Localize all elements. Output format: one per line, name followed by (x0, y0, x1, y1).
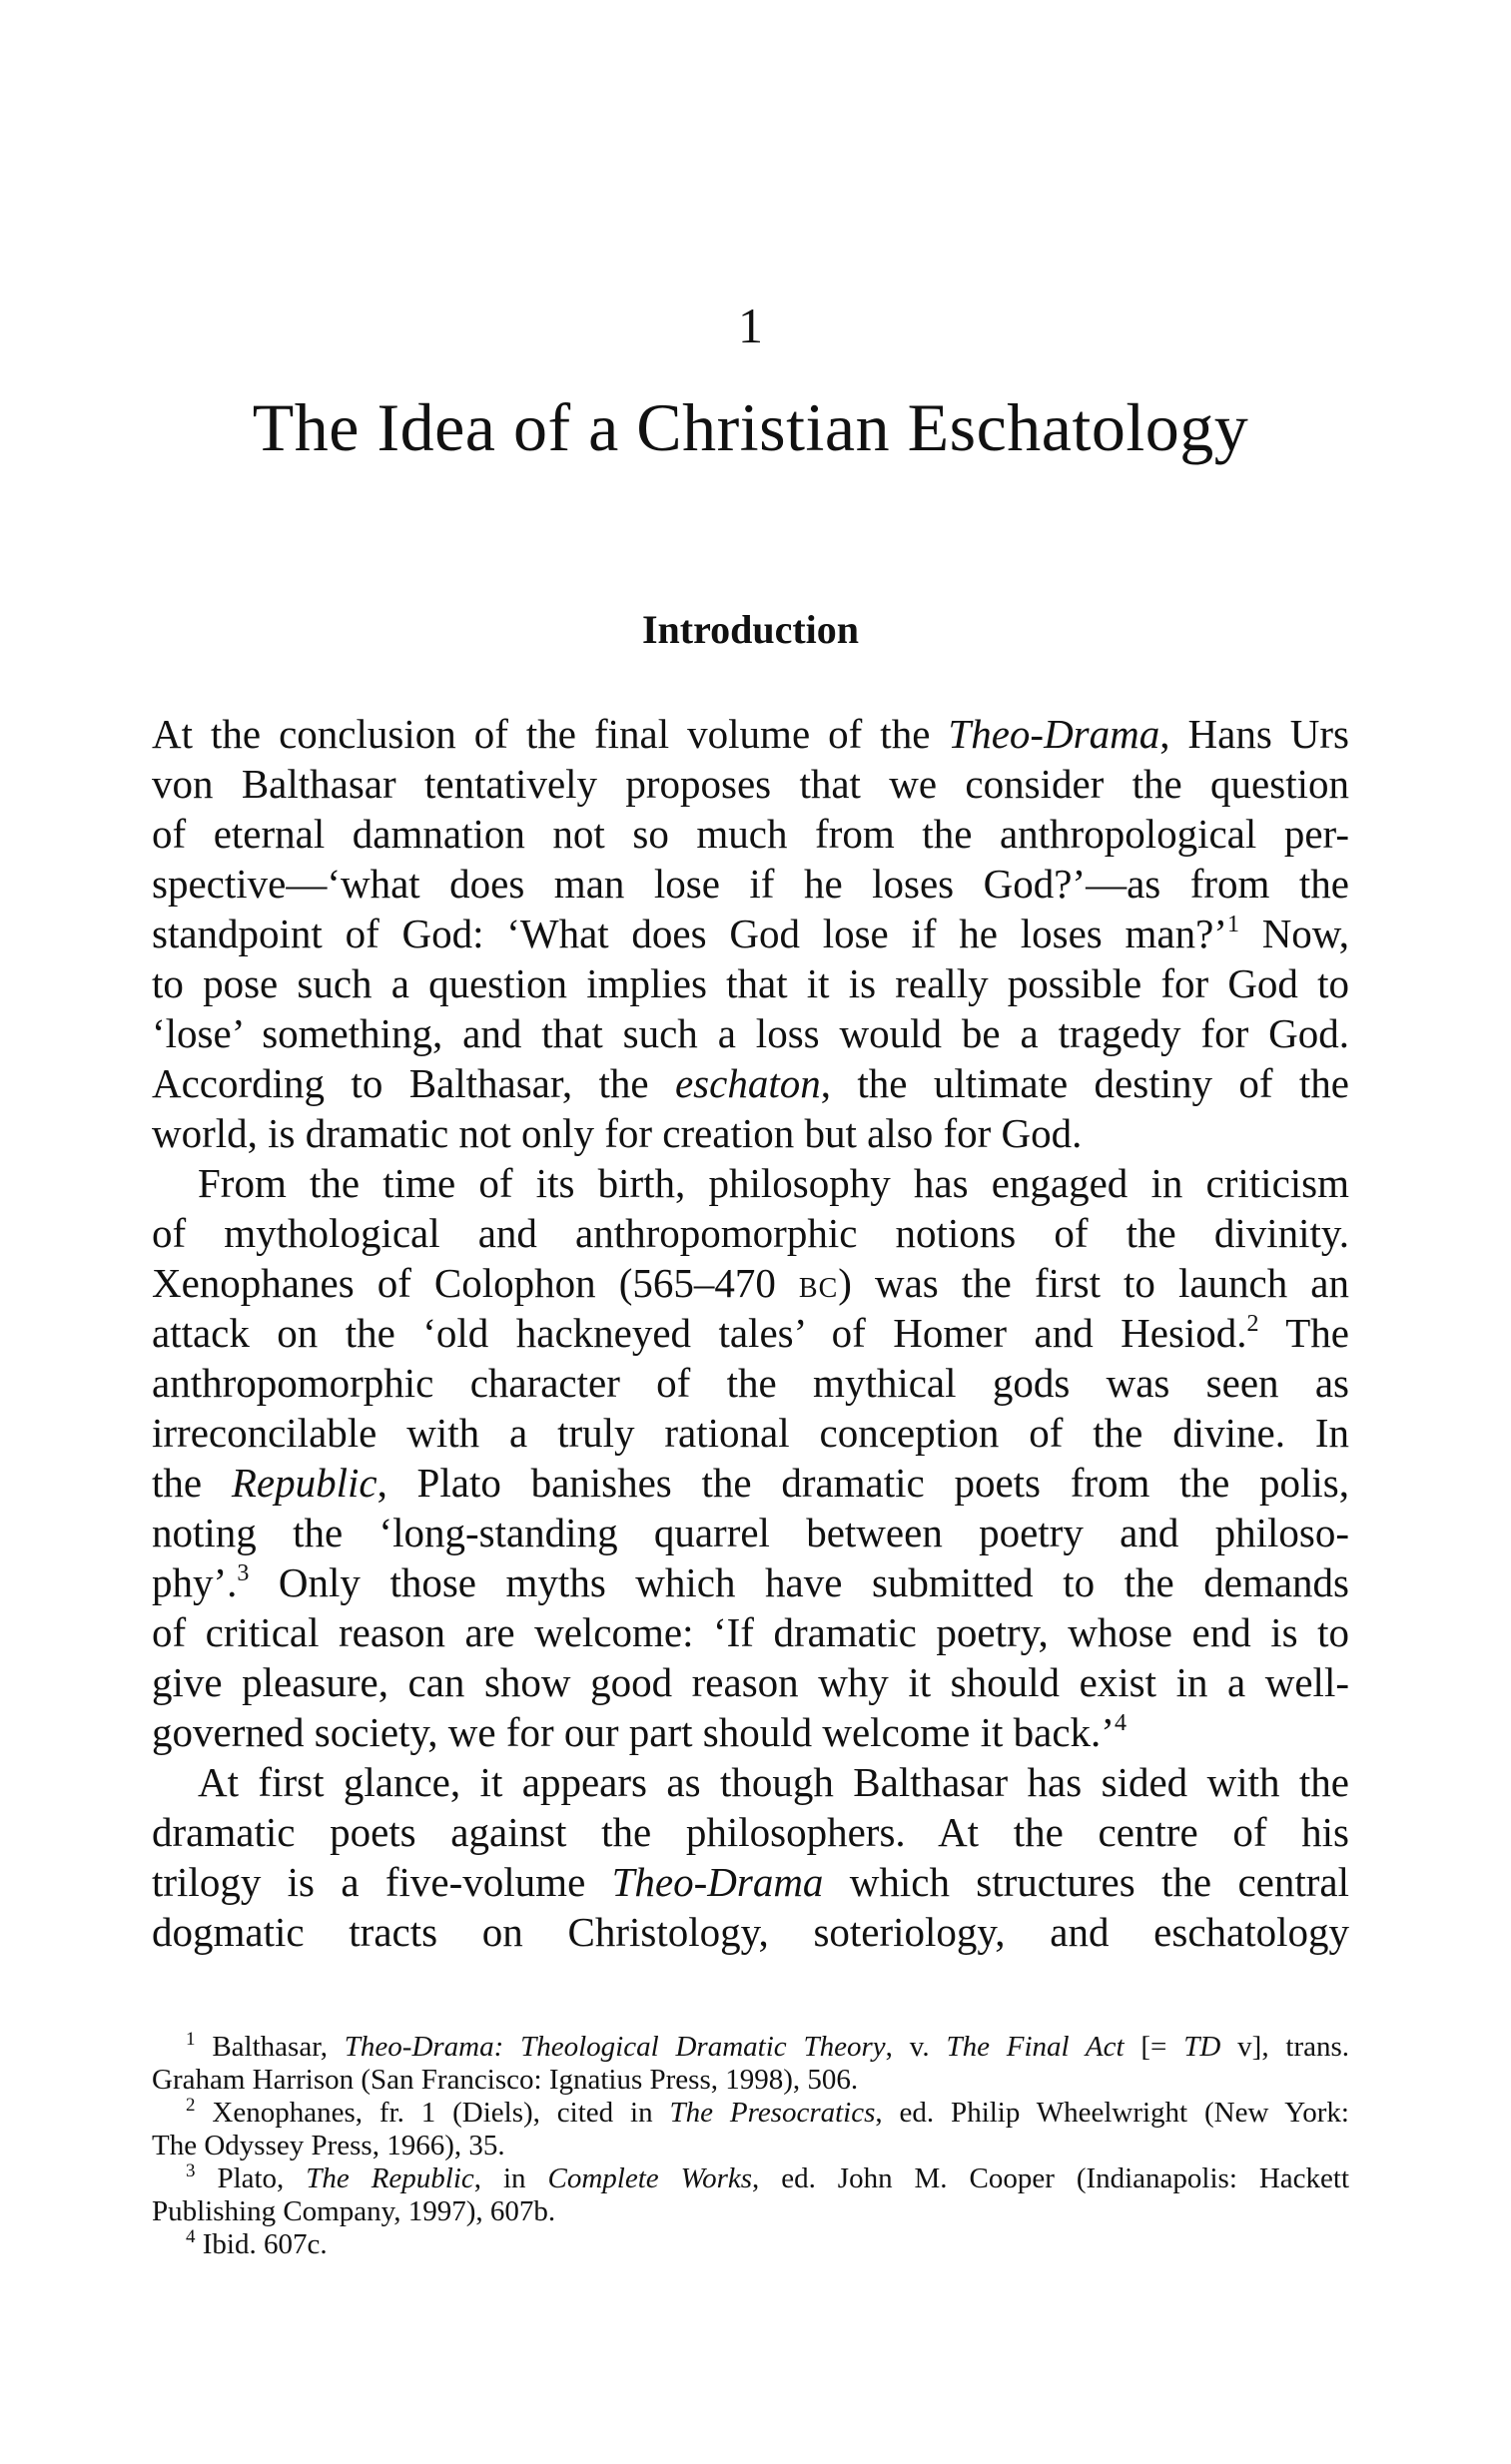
footnote-ref: 4 (1114, 1710, 1127, 1736)
chapter-number: 1 (738, 298, 763, 353)
text-line: of eternal damnation not so much from the anthropological per- (152, 811, 1349, 857)
footnote-2-cont: The Odyssey Press, 1966), 35. (152, 2130, 505, 2161)
body-text (152, 709, 1349, 1957)
footnote-3: $^3$ Plato, The Republic, in Complete Works, ed. John M. Cooper (Indianapolis: Hackett (186, 2160, 1350, 2194)
text-line: to pose such a question implies that it is really possible for God to (152, 960, 1349, 1006)
footnote-mark: 3 (186, 2160, 196, 2181)
text-line: give pleasure, can show good reason why it should exist in a well- (152, 1659, 1349, 1705)
text-line: According to Balthasar, the eschaton, the ultimate destiny of the (152, 1060, 1349, 1106)
footnote-3-cont: Publishing Company, 1997), 607b. (152, 2195, 556, 2227)
footnote-1-cont: Graham Harrison (San Francisco: Ignatius Press, 1998), 506. (152, 2064, 859, 2096)
text-line: trilogy is a five-volume Theo-Drama which structures the central (152, 1859, 1349, 1905)
text-line: the Republic, Plato banishes the dramatic poets from the polis, (152, 1460, 1349, 1506)
text-line: From the time of its birth, philosophy has engaged in criticism (198, 1160, 1349, 1206)
text-line: At first glance, it appears as though Balthasar has sided with the (198, 1759, 1349, 1805)
section-heading: Introduction (641, 607, 860, 652)
text-line: standpoint of God: ‘What does God lose if he loses man?’$^1$ Now, (152, 911, 1349, 956)
text-line: dramatic poets against the philosophers. At the centre of his (152, 1809, 1349, 1855)
text-line: spective—‘what does man lose if he loses God?’—as from the (152, 861, 1349, 907)
text-line: Xenophanes of Colophon (565–470 BC) was the first to launch an (152, 1260, 1349, 1306)
footnote-ref: 3 (237, 1560, 250, 1586)
text-line: anthropomorphic character of the mythical gods was seen as (152, 1360, 1349, 1406)
text-line: governed society, we for our part should welcome it back.’$^4$ (152, 1709, 1127, 1755)
text-line: At the conclusion of the final volume of the Theo-Drama, Hans Urs (152, 711, 1349, 757)
text-line: attack on the ‘old hackneyed tales’ of Homer and Hesiod.$^2$ The (152, 1310, 1349, 1356)
footnote-1: $^1$ Balthasar, Theo-Drama: Theological Dramatic Theory, v. The Final Act [= TD v], trans. (186, 2029, 1350, 2063)
footnote-mark: 4 (186, 2226, 196, 2247)
footnotes (152, 2031, 1349, 2261)
text-line: von Balthasar tentatively proposes that we consider the question (152, 761, 1349, 807)
footnote-mark: 1 (186, 2029, 196, 2050)
chapter-title: The Idea of a Christian Eschatology (252, 389, 1249, 465)
text-line: irreconcilable with a truly rational conception of the divine. In (152, 1410, 1349, 1456)
text-line: world, is dramatic not only for creation but also for God. (152, 1110, 1083, 1156)
footnote-4: $^4$ Ibid. 607c. (186, 2226, 328, 2260)
text-line: phy’.$^3$ Only those myths which have submitted to the demands (152, 1559, 1349, 1605)
text-line: ‘lose’ something, and that such a loss would be a tragedy for God. (152, 1010, 1349, 1056)
footnote-mark: 2 (186, 2095, 196, 2116)
text-line: of mythological and anthropomorphic notions of the divinity. (152, 1210, 1349, 1256)
footnote-ref: 1 (1226, 912, 1239, 937)
footnote-ref: 2 (1246, 1311, 1259, 1337)
footnote-2: $^2$ Xenophanes, fr. 1 (Diels), cited in The Presocratics, ed. Philip Wheelwright (New York: (186, 2095, 1349, 2129)
text-line: dogmatic tracts on Christology, soteriology, and eschatology (152, 1909, 1349, 1955)
text-line: noting the ‘long-standing quarrel between poetry and philoso- (152, 1510, 1349, 1555)
text-line: of critical reason are welcome: ‘If dramatic poetry, whose end is to (152, 1609, 1349, 1655)
